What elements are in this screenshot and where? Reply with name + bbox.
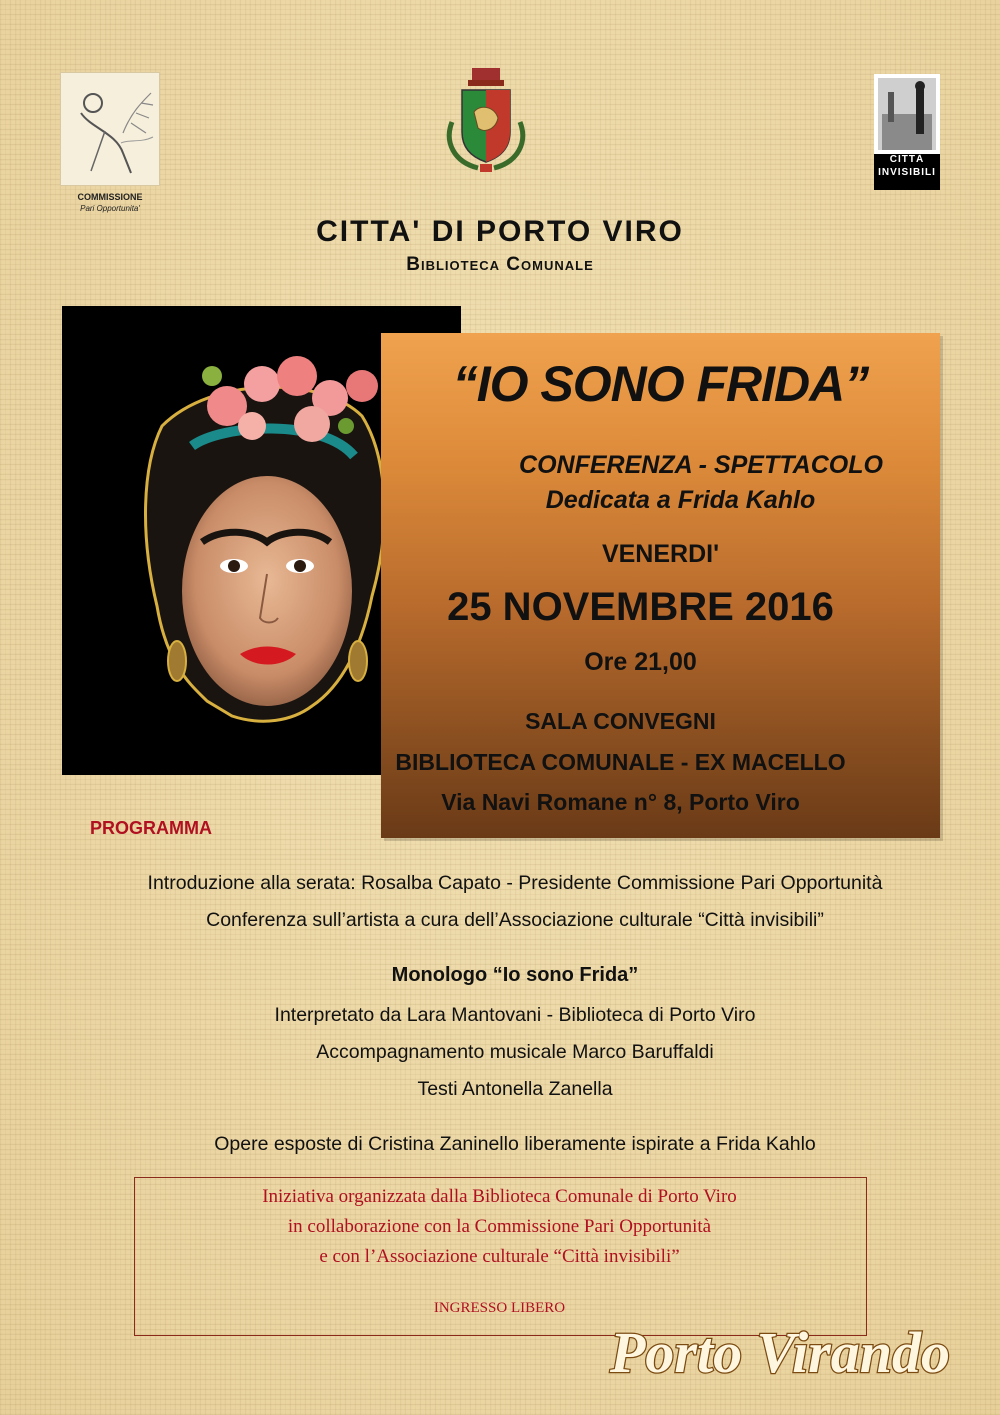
porto-virando-watermark bbox=[560, 1310, 1000, 1405]
organizers-line2: in collaborazione con la Commissione Pari Opportunità bbox=[287, 1216, 712, 1237]
commissione-logo-caption bbox=[55, 192, 165, 214]
commissione-sublabel: Pari Opportunita' bbox=[80, 204, 140, 213]
event-date: 25 NOVEMBRE 2016 bbox=[447, 585, 834, 629]
venue-building: BIBLIOTECA COMUNALE - EX MACELLO bbox=[395, 749, 846, 775]
program-intro: Introduzione alla serata: Rosalba Capato - Presidente Commissione Pari Opportunità bbox=[147, 872, 883, 894]
program-performer: Interpretato da Lara Mantovani - Biblioteca di Porto Viro bbox=[274, 1004, 756, 1026]
program-monologue: Monologo “Io sono Frida” bbox=[391, 964, 639, 986]
coat-of-arms bbox=[438, 62, 534, 180]
citta-label-line1: CITTÀ bbox=[889, 154, 925, 165]
event-dedication: Dedicata a Frida Kahlo bbox=[545, 486, 816, 514]
program-music: Accompagnamento musicale Marco Baruffaldi bbox=[316, 1041, 714, 1063]
watermark-text: Porto Virando bbox=[609, 1320, 951, 1385]
free-entry-note: INGRESSO LIBERO bbox=[433, 1300, 566, 1316]
commissione-label: COMMISSIONE bbox=[77, 192, 143, 202]
city-skyline-icon bbox=[874, 74, 940, 154]
event-kind: CONFERENZA - SPETTACOLO bbox=[519, 451, 883, 479]
event-title: “IO SONO FRIDA” bbox=[452, 356, 869, 412]
watermark-logo bbox=[560, 1310, 1000, 1405]
program-conference: Conferenza sull’artista a cura dell’Associazione culturale “Città invisibili” bbox=[206, 909, 824, 931]
program-texts: Testi Antonella Zanella bbox=[417, 1078, 613, 1100]
venue-room: SALA CONVEGNI bbox=[525, 708, 716, 734]
citta-label-line2: INVISIBILI bbox=[878, 167, 936, 178]
event-day: VENERDI' bbox=[601, 540, 720, 568]
city-title: CITTA' DI PORTO VIRO bbox=[316, 215, 684, 248]
program-heading: PROGRAMMA bbox=[90, 818, 212, 838]
venue-address: Via Navi Romane n° 8, Porto Viro bbox=[441, 789, 800, 815]
commissione-logo bbox=[60, 72, 160, 186]
commissione-logo-drawing bbox=[61, 73, 159, 185]
organizers-line3: e con l’Associazione culturale “Città invisibili” bbox=[319, 1246, 680, 1267]
library-subtitle: Biblioteca Comunale bbox=[406, 254, 594, 275]
organizers-line1: Iniziativa organizzata dalla Biblioteca Comunale di Porto Viro bbox=[262, 1186, 737, 1207]
citta-invisibili-label bbox=[874, 153, 940, 179]
program-exhibit: Opere esposte di Cristina Zaninello liberamente ispirate a Frida Kahlo bbox=[214, 1133, 816, 1155]
event-time: Ore 21,00 bbox=[584, 648, 697, 676]
coat-of-arms-icon bbox=[438, 62, 534, 180]
